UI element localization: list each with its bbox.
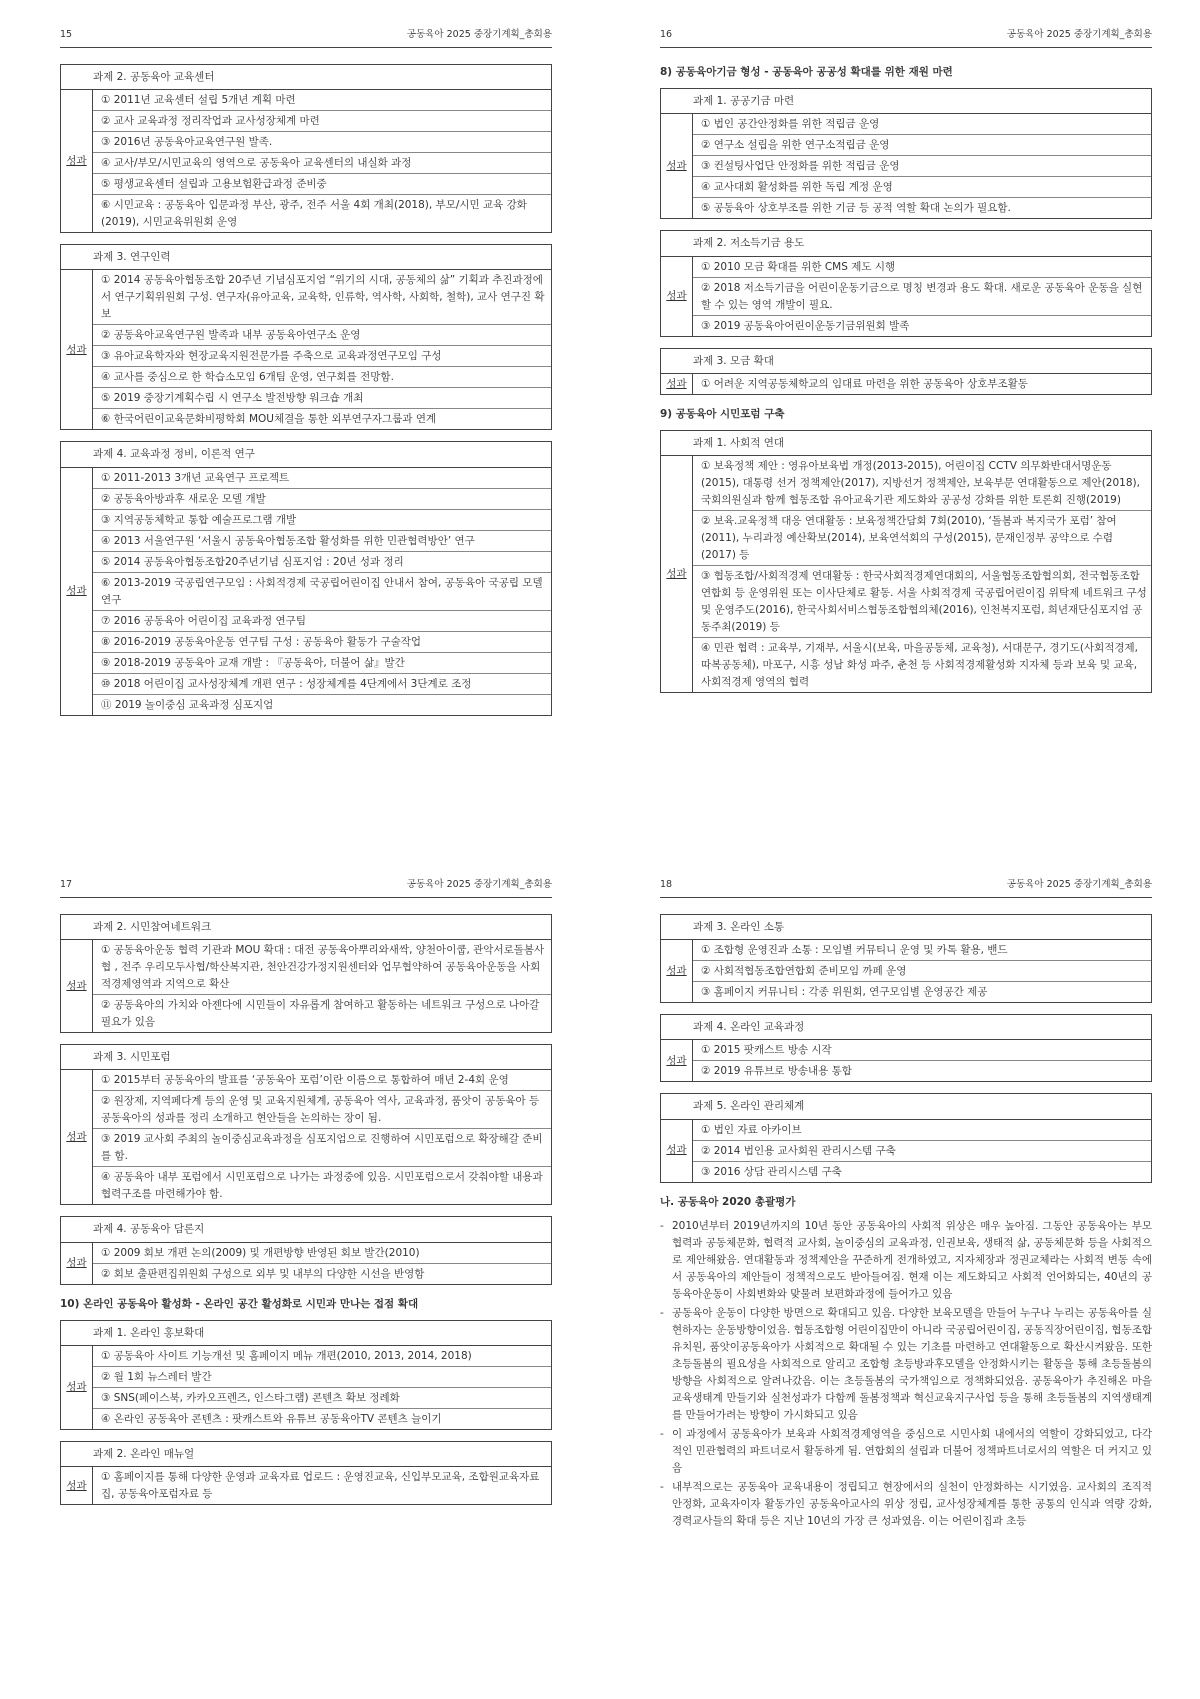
result-item: ① 공동육아운동 협력 기관과 MOU 확대 : 대전 공동육아뿌리와새싹, 양천아이쿱, 관악서로돌봄사협 , 전주 우리모두사협/학산복지관, 천안건강가정지원센터와 업무협약하여 공동육아운동을 사회적경제영역과 지역으로 확산 bbox=[93, 940, 551, 995]
result-item: ③ 홈페이지 커뮤니티 : 각종 위원회, 연구모임별 운영공간 제공 bbox=[701, 985, 988, 998]
task-result-row bbox=[61, 1070, 551, 1204]
task-result-row bbox=[61, 90, 551, 232]
result-item: ① 보육정책 제안 : 영유아보육법 개정(2013-2015), 어린이집 CCTV 의무화반대서명운동(2015), 대통령 선거 정책제안(2017), 지방선거 정책제안, 보육부문 연대활동으로 제안(2018), 국회의원실과 함께 협동조합 유아교육기관 제도화와 공공성 강화를 위한 토론회 진행(2019) bbox=[693, 456, 1151, 511]
result-items bbox=[693, 374, 1151, 394]
task-table bbox=[60, 244, 552, 430]
result-item: ② 2018 저소득기금을 어린이운동기금으로 명칭 변경과 용도 확대. 새로운 공동육아 운동을 실현할 수 있는 영역 개발이 필요. bbox=[693, 278, 1151, 316]
result-item: ① 법인 자료 아카이브 bbox=[693, 1120, 1151, 1141]
result-item: ② 교사 교육과정 정리작업과 교사성장체계 마련 bbox=[93, 111, 551, 132]
result-label: 성과 bbox=[61, 1243, 93, 1284]
result-item: ② 회보 출판편집위원회 구성으로 외부 및 내부의 다양한 시선을 반영함 bbox=[101, 1267, 425, 1280]
task-table bbox=[660, 430, 1152, 693]
result-item: ⑥ 한국어린이교육문화비평학회 MOU체결을 통한 외부연구자그룹과 연계 bbox=[101, 413, 437, 426]
result-item: ② 2014 법인용 교사회원 관리시스템 구축 bbox=[693, 1141, 1151, 1162]
task-table bbox=[60, 64, 552, 233]
result-label: 성과 bbox=[61, 1070, 93, 1204]
result-item: ② 월 1회 뉴스레터 발간 bbox=[93, 1367, 551, 1388]
task-title: 과제 5. 온라인 관리체계 bbox=[661, 1094, 1151, 1119]
task-title: 과제 2. 온라인 매뉴얼 bbox=[61, 1442, 551, 1467]
result-label: 성과 bbox=[661, 1120, 693, 1182]
result-item: ⑥ 2013-2019 국공립연구모임 : 사회적경제 국공립어린이집 안내서 참여, 공동육아 국공립 모델연구 bbox=[93, 573, 551, 611]
result-items bbox=[693, 456, 1151, 692]
result-label: 성과 bbox=[61, 90, 93, 232]
page-header bbox=[660, 878, 1152, 898]
result-item: ③ 2019 공동육아어린이운동기금위원회 발족 bbox=[701, 319, 910, 332]
result-item: ① 2014 공동육아협동조합 20주년 기념심포지엄 “위기의 시대, 공동체의 삶” 기획과 추진과정에서 연구기획위원회 구성. 연구자(유아교육, 교육학, 인류학, 역사학, 사회학, 철학), 교사 연구진 확보 bbox=[93, 270, 551, 325]
result-item: ④ 2013 서울연구원 ‘서울시 공동육아협동조합 활성화를 위한 민관협력방안’ 연구 bbox=[93, 531, 551, 552]
result-item: ⑨ 2018-2019 공동육아 교재 개발 : 『공동육아, 더불어 삶』발간 bbox=[93, 653, 551, 674]
bullet-dash: - bbox=[660, 1219, 664, 1232]
result-items bbox=[93, 1346, 551, 1429]
page-16 bbox=[660, 28, 1152, 704]
result-label: 성과 bbox=[661, 456, 693, 692]
bullet-dash: - bbox=[660, 1480, 664, 1493]
bullet-paragraph bbox=[660, 1305, 1152, 1424]
task-result-row bbox=[661, 374, 1151, 394]
result-items bbox=[93, 1070, 551, 1204]
task-title: 과제 1. 사회적 연대 bbox=[661, 431, 1151, 456]
task-table bbox=[660, 230, 1152, 336]
page-15 bbox=[60, 28, 552, 727]
result-item: ④ 온라인 공동육아 콘텐츠 : 팟캐스트와 유튜브 공동육아TV 콘텐츠 늘이기 bbox=[101, 1413, 442, 1426]
paragraph-text: 내부적으로는 공동육아 교육내용이 정립되고 현장에서의 실천이 안정화하는 시기였음. 교사회의 조직적 안정화, 교육자이자 활동가인 공동육아교사의 위상 정립, 교사성장체계를 통한 공통의 인식과 역량 강화, 경력교사들의 확대 등은 지난 10년의 가장 큰 성과였음. 이는 어린이집과 초등 bbox=[672, 1480, 1152, 1527]
result-items bbox=[93, 940, 551, 1032]
task-result-row bbox=[661, 940, 1151, 1002]
result-label: 성과 bbox=[661, 1040, 693, 1081]
result-item: ④ 교사대회 활성화를 위한 독립 계정 운영 bbox=[693, 177, 1151, 198]
result-item: ① 2015부터 공동육아의 발표를 ‘공동육아 포럼’이란 이름으로 통합하여 매년 2-4회 운영 bbox=[93, 1070, 551, 1091]
result-item: ⑥ 시민교육 : 공동육아 입문과정 부산, 광주, 전주 서울 4회 개최(2018), 부모/시민 교육 강화(2019), 시민교육위원회 운영 bbox=[101, 198, 527, 228]
section-heading: 10) 온라인 공동육아 활성화 - 온라인 공간 활성화로 시민과 만나는 접점 확대 bbox=[60, 1297, 419, 1310]
page-header bbox=[60, 28, 552, 48]
result-item: ⑤ 평생교육센터 설립과 고용보험환급과정 준비중 bbox=[93, 174, 551, 195]
result-item: ① 2011-2013 3개년 교육연구 프로젝트 bbox=[93, 468, 551, 489]
result-item: ③ 2019 교사회 주최의 놀이중심교육과정을 심포지엄으로 진행하여 시민포럼으로 확장해갈 준비를 함. bbox=[93, 1129, 551, 1167]
result-item: ③ 2016 상담 관리시스템 구축 bbox=[701, 1165, 842, 1178]
result-item: ③ 유아교육학자와 현장교육지원전문가를 주축으로 교육과정연구모임 구성 bbox=[93, 346, 551, 367]
task-title: 과제 1. 온라인 홍보확대 bbox=[61, 1321, 551, 1346]
result-items bbox=[93, 1243, 551, 1284]
page-number: 17 bbox=[60, 879, 73, 890]
task-result-row bbox=[661, 456, 1151, 692]
result-items bbox=[93, 90, 551, 232]
task-result-row bbox=[661, 1120, 1151, 1182]
task-table bbox=[60, 1216, 552, 1284]
result-item: ① 2015 팟캐스트 방송 시작 bbox=[693, 1040, 1151, 1061]
task-table bbox=[660, 1014, 1152, 1082]
result-item: ⑤ 공동육아 상호부조를 위한 기금 등 공적 역할 확대 논의가 필요함. bbox=[701, 202, 1011, 215]
result-item: ① 홈페이지를 통해 다양한 운영과 교육자료 업로드 : 운영진교육, 신입부모교육, 조합원교육자료집, 공동육아포럼자료 등 bbox=[101, 1471, 540, 1501]
bullet-dash: - bbox=[660, 1427, 664, 1440]
result-item: ⑤ 2019 중장기계획수립 시 연구소 발전방향 워크숍 개최 bbox=[93, 388, 551, 409]
task-table bbox=[60, 1441, 552, 1505]
result-item: ③ 2016년 공동육아교육연구원 발족. bbox=[93, 132, 551, 153]
task-table bbox=[660, 914, 1152, 1003]
result-label: 성과 bbox=[661, 374, 693, 394]
section-heading: 9) 공동육아 시민포럼 구축 bbox=[660, 407, 785, 420]
task-title: 과제 2. 저소득기금 용도 bbox=[661, 231, 1151, 256]
result-item: ① 2011년 교육센터 설립 5개년 계획 마련 bbox=[93, 90, 551, 111]
result-item: ② 원장제, 지역페다계 등의 운영 및 교육지원체계, 공동육아 역사, 교육과정, 품앗이 공동육아 등 공동육아의 성과를 정리 소개하고 현안들을 논의하는 장이 됨. bbox=[93, 1091, 551, 1129]
bullet-paragraph bbox=[660, 1218, 1152, 1303]
result-item: ③ SNS(페이스북, 카카오프렌즈, 인스타그램) 콘텐츠 확보 정례화 bbox=[93, 1388, 551, 1409]
result-item: ② 보육.교육정책 대응 연대활동 : 보육정책간담회 7회(2010), ‘돌봄과 복지국가 포럼’ 참여(2011), 누리과정 예산확보(2014), 보육연석회의 구성(2015), 문재인정부 공약으로 수렴(2017) 등 bbox=[693, 511, 1151, 566]
task-title: 과제 2. 공동육아 교육센터 bbox=[61, 65, 551, 90]
task-title: 과제 2. 시민참여네트워크 bbox=[61, 915, 551, 940]
task-table bbox=[60, 1320, 552, 1430]
result-items bbox=[693, 114, 1151, 218]
task-result-row bbox=[661, 1040, 1151, 1081]
running-title: 공동육아 2025 중장기계획_총회용 bbox=[1006, 29, 1152, 40]
page-number: 15 bbox=[60, 29, 73, 40]
result-item: ① 2009 회보 개편 논의(2009) 및 개편방향 반영된 회보 발간(2010) bbox=[93, 1243, 551, 1264]
result-item: ⑦ 2016 공동육아 어린이집 교육과정 연구팀 bbox=[93, 611, 551, 632]
result-item: ① 2010 모금 확대를 위한 CMS 제도 시행 bbox=[693, 257, 1151, 278]
result-item: ③ 지역공동체학교 통합 예술프로그램 개발 bbox=[93, 510, 551, 531]
task-result-row bbox=[61, 940, 551, 1032]
result-label: 성과 bbox=[661, 257, 693, 336]
section-heading: 나. 공동육아 2020 총괄평가 bbox=[660, 1195, 796, 1208]
task-title: 과제 4. 공동육아 담론지 bbox=[61, 1217, 551, 1242]
task-table bbox=[60, 1044, 552, 1205]
result-label: 성과 bbox=[61, 1346, 93, 1429]
task-result-row bbox=[661, 114, 1151, 218]
task-result-row bbox=[61, 1243, 551, 1284]
result-item: ② 공동육아의 가치와 아젠다에 시민들이 자유롭게 참여하고 활동하는 네트워크 구성으로 나아갈 필요가 있음 bbox=[101, 998, 540, 1028]
result-item: ② 연구소 설립을 위한 연구소적립금 운영 bbox=[693, 135, 1151, 156]
running-title: 공동육아 2025 중장기계획_총회용 bbox=[406, 29, 552, 40]
result-label: 성과 bbox=[661, 940, 693, 1002]
running-title: 공동육아 2025 중장기계획_총회용 bbox=[406, 879, 552, 890]
result-item: ⑤ 2014 공동육아협동조합20주년기념 심포지엄 : 20년 성과 정리 bbox=[93, 552, 551, 573]
task-title: 과제 4. 온라인 교육과정 bbox=[661, 1015, 1151, 1040]
task-result-row bbox=[61, 1346, 551, 1429]
paragraph-text: 2010년부터 2019년까지의 10년 동안 공동육아의 사회적 위상은 매우 높아짐. 그동안 공동육아는 부모협력과 공동체문화, 협력적 교사회, 놀이중심의 교육과정, 인권보육, 생태적 삶, 공동체문화 등을 사회적으로 제안해왔음. 연대활동과 정책제안을 꾸준하게 전개하였고, 지자체장과 정권교체라는 사회적 변동 속에서 공동육아의 제안들이 정책적으로도 받아들여짐. 현재 이는 제도화되고 사회적 언어화되는, 40년의 공동육아운동이 사회변화와 맞물려 보편화과정에 들어가고 있음 bbox=[672, 1219, 1152, 1300]
task-result-row bbox=[661, 257, 1151, 336]
result-item: ① 법인 공간안정화를 위한 적립금 운영 bbox=[693, 114, 1151, 135]
result-items bbox=[93, 1467, 551, 1504]
result-item: ⑧ 2016-2019 공동육아운동 연구팀 구성 : 공동육아 활동가 구술작업 bbox=[93, 632, 551, 653]
paragraph-text: 공동육아 운동이 다양한 방면으로 확대되고 있음. 다양한 보육모델을 만들어 누구나 누리는 공동육아를 실현하자는 운동방향이었음. 협동조합형 어린이집만이 아니라 국공립어린이집, 공동직장어린이집, 협동조합유치원, 품앗이공동육아가 사회적으로 확대될 수 있는 기초를 마련하고 연대활동으로 확산시켜왔음. 또한 초등돌봄의 필요성을 사회적으로 알리고 조합형 초등방과후모델을 안정화시키는 활동을 통해 초등돌봄의 방향을 사회적으로 알려나갔음. 이는 초등돌봄의 국가책임으로 정책화되었음. 공동육아가 추진해온 마을교육생태계 만들기와 실천성과가 다함께 돌봄정책과 혁신교육지구사업 등을 통해 초등돌봄의 지역생태계를 만들어가려는 방향이 가시화되고 있음 bbox=[672, 1306, 1152, 1421]
result-item: ③ 컨설팅사업단 안정화를 위한 적립금 운영 bbox=[693, 156, 1151, 177]
result-item: ② 공동육아방과후 새로운 모델 개발 bbox=[93, 489, 551, 510]
page-17 bbox=[60, 878, 552, 1516]
result-item: ④ 공동육아 내부 포럼에서 시민포럼으로 나가는 과정중에 있음. 시민포럼으로서 갖춰야할 내용과 협력구조를 마련해가야 함. bbox=[101, 1171, 543, 1201]
result-item: ② 2019 유튜브로 방송내용 통합 bbox=[701, 1065, 852, 1078]
result-item: ⑩ 2018 어린이집 교사성장체계 개편 연구 : 성장체계를 4단계에서 3단계로 조정 bbox=[93, 674, 551, 695]
bullet-paragraph bbox=[660, 1479, 1152, 1530]
result-items bbox=[693, 1040, 1151, 1081]
result-label: 성과 bbox=[61, 468, 93, 715]
task-result-row bbox=[61, 468, 551, 715]
running-title: 공동육아 2025 중장기계획_총회용 bbox=[1006, 879, 1152, 890]
task-title: 과제 4. 교육과정 정비, 이론적 연구 bbox=[61, 442, 551, 467]
task-table bbox=[660, 1093, 1152, 1182]
result-items bbox=[693, 257, 1151, 336]
task-table bbox=[660, 88, 1152, 219]
page-18 bbox=[660, 878, 1152, 1532]
result-items bbox=[93, 468, 551, 715]
task-table bbox=[60, 914, 552, 1033]
result-label: 성과 bbox=[61, 940, 93, 1032]
result-item: ④ 교사를 중심으로 한 학습소모임 6개팀 운영, 연구회를 전망함. bbox=[93, 367, 551, 388]
result-label: 성과 bbox=[61, 1467, 93, 1504]
page-number: 18 bbox=[660, 879, 673, 890]
result-item: ② 사회적협동조합연합회 준비모임 까페 운영 bbox=[693, 961, 1151, 982]
task-title: 과제 3. 연구인력 bbox=[61, 245, 551, 270]
result-item: ④ 교사/부모/시민교육의 영역으로 공동육아 교육센터의 내실화 과정 bbox=[93, 153, 551, 174]
result-item: ① 조합형 운영진과 소통 : 모임별 커뮤티니 운영 및 카톡 활용, 밴드 bbox=[693, 940, 1151, 961]
result-item: ⑪ 2019 놀이중심 교육과정 심포지엄 bbox=[101, 698, 274, 711]
task-title: 과제 1. 공공기금 마련 bbox=[661, 89, 1151, 114]
result-items bbox=[693, 1120, 1151, 1182]
page-header bbox=[60, 878, 552, 898]
task-table bbox=[60, 441, 552, 715]
task-title: 과제 3. 시민포럼 bbox=[61, 1045, 551, 1070]
result-label: 성과 bbox=[661, 114, 693, 218]
bullet-dash: - bbox=[660, 1306, 664, 1319]
paragraph-text: 이 과정에서 공동육아가 보육과 사회적경제영역을 중심으로 시민사회 내에서의 역할이 강화되었고, 다각적인 민관협력의 파트너로서 활동하게 됨. 연합회의 설립과 더불어 정책파트너로서의 역할은 더 커지고 있음 bbox=[672, 1427, 1152, 1474]
result-items bbox=[693, 940, 1151, 1002]
task-title: 과제 3. 모금 확대 bbox=[661, 349, 1151, 374]
result-label: 성과 bbox=[61, 270, 93, 429]
result-item: ③ 협동조합/사회적경제 연대활동 : 한국사회적경제연대회의, 서울협동조합협의회, 전국협동조합연합회 등 운영위원 또는 이사단체로 활동. 서울 사회적경제 국공립어린이집 위탁제 네트워크 구성 및 운영주도(2016), 한국사회서비스협동조합협의체(2016), 인천복지포럼, 희년재단심포지엄 공동주최(2019) 등 bbox=[693, 566, 1151, 638]
bullet-paragraph bbox=[660, 1426, 1152, 1477]
result-item: ① 어려운 지역공동체학교의 임대료 마련을 위한 공동육아 상호부조활동 bbox=[701, 377, 1028, 390]
section-heading: 8) 공동육아기금 형성 - 공동육아 공공성 확대를 위한 재원 마련 bbox=[660, 65, 953, 78]
page-number: 16 bbox=[660, 29, 673, 40]
task-result-row bbox=[61, 1467, 551, 1504]
result-item: ② 공동육아교육연구원 발족과 내부 공동육아연구소 운영 bbox=[93, 325, 551, 346]
result-item: ① 공동육아 사이트 기능개선 및 홈페이지 메뉴 개편(2010, 2013, 2014, 2018) bbox=[93, 1346, 551, 1367]
result-item: ④ 민관 협력 : 교육부, 기재부, 서울시(보육, 마을공동체, 교육청), 서대문구, 경기도(사회적경제, 따복공동체), 마포구, 시흥 성남 화성 파주, 춘천 등 사회적경제활성화 지자체 등과 보육 및 교육, 사회적경제 영역의 협력 bbox=[701, 642, 1138, 689]
task-table bbox=[660, 348, 1152, 395]
result-items bbox=[93, 270, 551, 429]
task-title: 과제 3. 온라인 소통 bbox=[661, 915, 1151, 940]
page-header bbox=[660, 28, 1152, 48]
task-result-row bbox=[61, 270, 551, 429]
